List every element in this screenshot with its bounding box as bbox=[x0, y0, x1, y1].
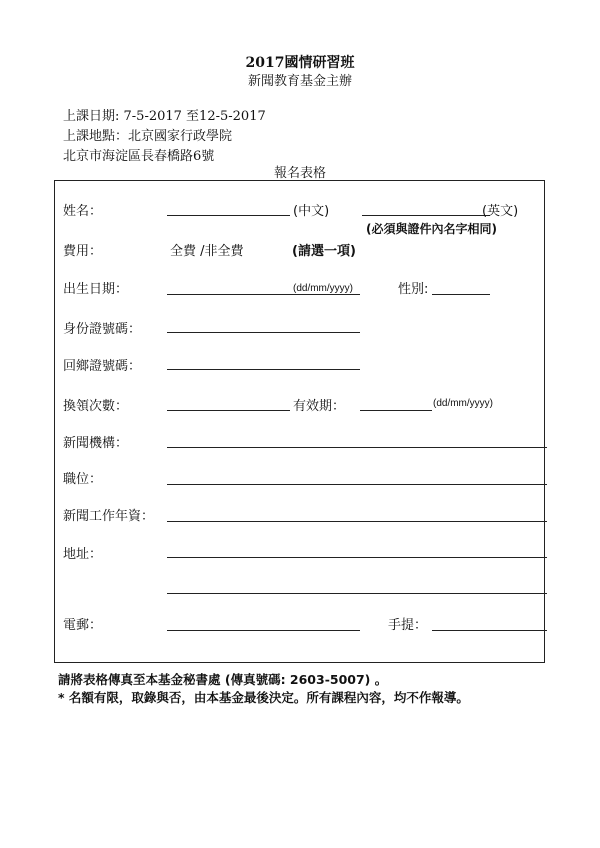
name-chinese-field[interactable] bbox=[167, 215, 290, 216]
email-field[interactable] bbox=[167, 630, 360, 631]
mobile-field[interactable] bbox=[432, 630, 547, 631]
years-experience-label: 新聞工作年資： bbox=[63, 509, 155, 524]
english-suffix: (英文) bbox=[482, 204, 519, 219]
organization-field[interactable] bbox=[167, 447, 547, 448]
name-label: 姓名： bbox=[63, 204, 103, 219]
dob-field[interactable] bbox=[167, 294, 360, 295]
address-label: 地址： bbox=[63, 547, 103, 562]
expiry-field[interactable] bbox=[360, 410, 432, 411]
id-match-note: (必須與證件內名字相同) bbox=[366, 222, 497, 236]
document-title: 2017國情研習班 bbox=[245, 55, 355, 71]
chinese-suffix: (中文) bbox=[293, 204, 330, 219]
return-permit-label: 回鄉證號碼： bbox=[63, 359, 142, 374]
mobile-label: 手提： bbox=[388, 618, 428, 633]
gender-field[interactable] bbox=[432, 294, 490, 295]
renewal-count-field[interactable] bbox=[167, 410, 290, 411]
fax-note: 請將表格傳真至本基金秘書處 (傳真號碼: 2603-5007) 。 bbox=[58, 672, 388, 687]
email-label: 電郵： bbox=[63, 618, 103, 633]
renewal-count-label: 換領次數： bbox=[63, 399, 129, 414]
id-number-label: 身份證號碼： bbox=[63, 322, 142, 337]
expiry-label: 有效期： bbox=[293, 399, 346, 414]
fee-choose-note: (請選一項) bbox=[292, 244, 356, 259]
dob-format: (dd/mm/yyyy) bbox=[293, 283, 353, 294]
disclaimer-note: * 名額有限，取錄與否，由本基金最後決定。所有課程內容，均不作報導。 bbox=[58, 690, 469, 705]
position-label: 職位： bbox=[63, 472, 103, 487]
organization-label: 新聞機構： bbox=[63, 436, 129, 451]
name-english-field[interactable] bbox=[362, 215, 490, 216]
id-number-field[interactable] bbox=[167, 332, 360, 333]
address-field-line-1[interactable] bbox=[167, 557, 547, 558]
class-dates: 上課日期: 7-5-2017 至12-5-2017 bbox=[63, 109, 266, 124]
return-permit-field[interactable] bbox=[167, 369, 360, 370]
address-field-line-2[interactable] bbox=[167, 593, 547, 594]
fee-options[interactable]: 全費 /非全費 bbox=[170, 244, 244, 259]
gender-label: 性別: bbox=[398, 282, 429, 297]
document-subtitle: 新聞教育基金主辦 bbox=[247, 74, 352, 89]
position-field[interactable] bbox=[167, 484, 547, 485]
form-title: 報名表格 bbox=[273, 166, 326, 181]
class-address: 北京市海淀區長春橋路6號 bbox=[63, 149, 215, 164]
class-location: 上課地點：北京國家行政學院 bbox=[63, 129, 233, 144]
dob-label: 出生日期： bbox=[63, 282, 129, 297]
years-experience-field[interactable] bbox=[167, 521, 547, 522]
expiry-format: (dd/mm/yyyy) bbox=[433, 398, 493, 409]
fee-label: 費用： bbox=[63, 244, 103, 259]
